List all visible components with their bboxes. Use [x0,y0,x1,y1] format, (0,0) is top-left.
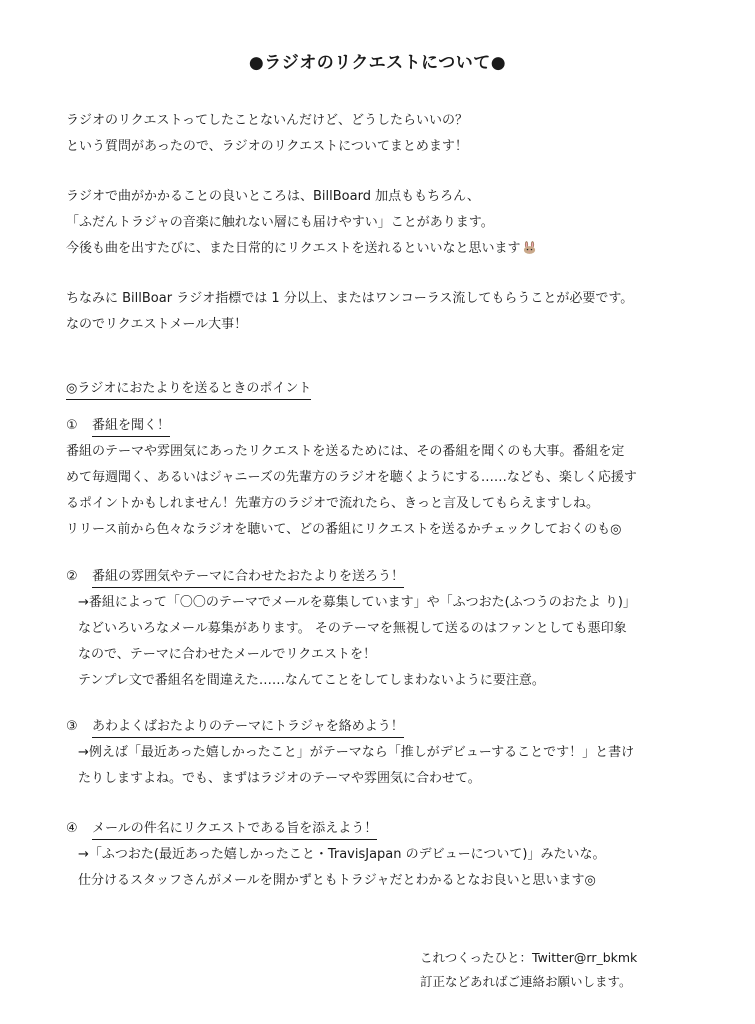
point-2-line-1: →番組によって「〇〇のテーマでメールを募集しています」や「ふつおた(ふつうのおたよ り)」 [78,595,636,610]
point-3-line-1: →例えば「最近あった嬉しかったこと」がテーマなら「推しがデビューすることです！」と書け [78,745,635,760]
intro-line-1: ラジオのリクエストってしたことないんだけど、どうしたらいいの？ [66,113,468,128]
point-3-number: ③ [66,719,78,734]
point-4-number: ④ [66,821,78,836]
merit-line-3: 今後も曲を出すたびに、また日常的にリクエストを送れるといいなと思います [66,241,521,256]
point-4-title: メールの件名にリクエストである旨を添えよう！ [92,819,377,840]
point-1-line-4: リリース前から色々なラジオを聴いて、どの番組にリクエストを送るかチェックしておくのも◎ [66,522,622,537]
point-1-line-2: めて毎週聞く、あるいはジャニーズの先輩方のラジオを聴くようにする……なども、楽しく応援す [66,470,637,485]
points-section-heading [66,376,706,402]
footer-credit: これつくったひと：Twitter@rr_bkmk [420,950,638,965]
note-line-2: なのでリクエストメール大事！ [66,317,248,332]
points-heading-text: ◎ラジオにおたよりを送るときのポイント [66,379,311,400]
point-1-header [66,413,706,439]
merit-line-2: 「ふだんトラジャの音楽に触れない層にも届けやすい」ことがあります。 [66,215,494,230]
point-4-line-2: 仕分けるスタッフさんがメールを開かずともトラジャだとわかるとなお良いと思います◎ [78,873,596,888]
merit-paragraph [66,184,706,262]
point-3-title: あわよくばおたよりのテーマにトラジャを絡めよう！ [92,717,404,738]
footer-contact: 訂正などあればご連絡お願いします。 [420,974,632,989]
author-footer [420,946,740,994]
point-2-number: ② [66,569,78,584]
point-3-header [66,714,706,740]
point-3 [66,714,706,792]
point-4-header [66,816,706,842]
point-4-line-1: →「ふつおた(最近あった嬉しかったこと・TravisJapan のデビューについて)」みたいな。 [78,847,606,862]
point-2-line-4: テンプレ文で番組名を間違えた……なんてことをしてしまわないように要注意。 [78,673,545,688]
point-2-header [66,564,706,590]
point-4 [66,816,706,894]
point-2-title: 番組の雰囲気やテーマに合わせたおたよりを送ろう！ [92,567,404,588]
point-3-line-2: たりしますよね。でも、まずはラジオのテーマや雰囲気に合わせて。 [78,771,481,786]
document-title: ●ラジオのリクエストについて● [248,53,507,73]
point-1-number: ① [66,418,78,433]
intro-paragraph [66,108,706,160]
note-line-1: ちなみに BillBoar ラジオ指標では 1 分以上、またはワンコーラス流してもらうことが必要です。 [66,291,634,306]
merit-line-3-wrap [66,236,706,262]
point-1-line-1: 番組のテーマや雰囲気にあったリクエストを送るためには、その番組を聞くのも大事。番組を定 [66,444,625,459]
point-2-line-3: なので、テーマに合わせたメールでリクエストを！ [78,647,376,662]
merit-line-1: ラジオで曲がかかることの良いところは、BillBoard 加点ももちろん、 [66,189,480,204]
point-1 [66,413,706,543]
point-1-line-3: るポイントかもしれません！先輩方のラジオで流れたら、きっと言及してもらえますしね。 [66,496,600,511]
intro-line-2: という質問があったので、ラジオのリクエストについてまとめます！ [66,139,468,154]
point-2 [66,564,706,694]
point-2-line-2: などいろいろなメール募集があります。 そのテーマを無視して送るのはファンとしても悪印象 [78,621,627,636]
rabbit-emoji-icon [522,241,537,254]
note-paragraph [66,286,706,338]
point-1-title: 番組を聞く！ [92,416,170,437]
